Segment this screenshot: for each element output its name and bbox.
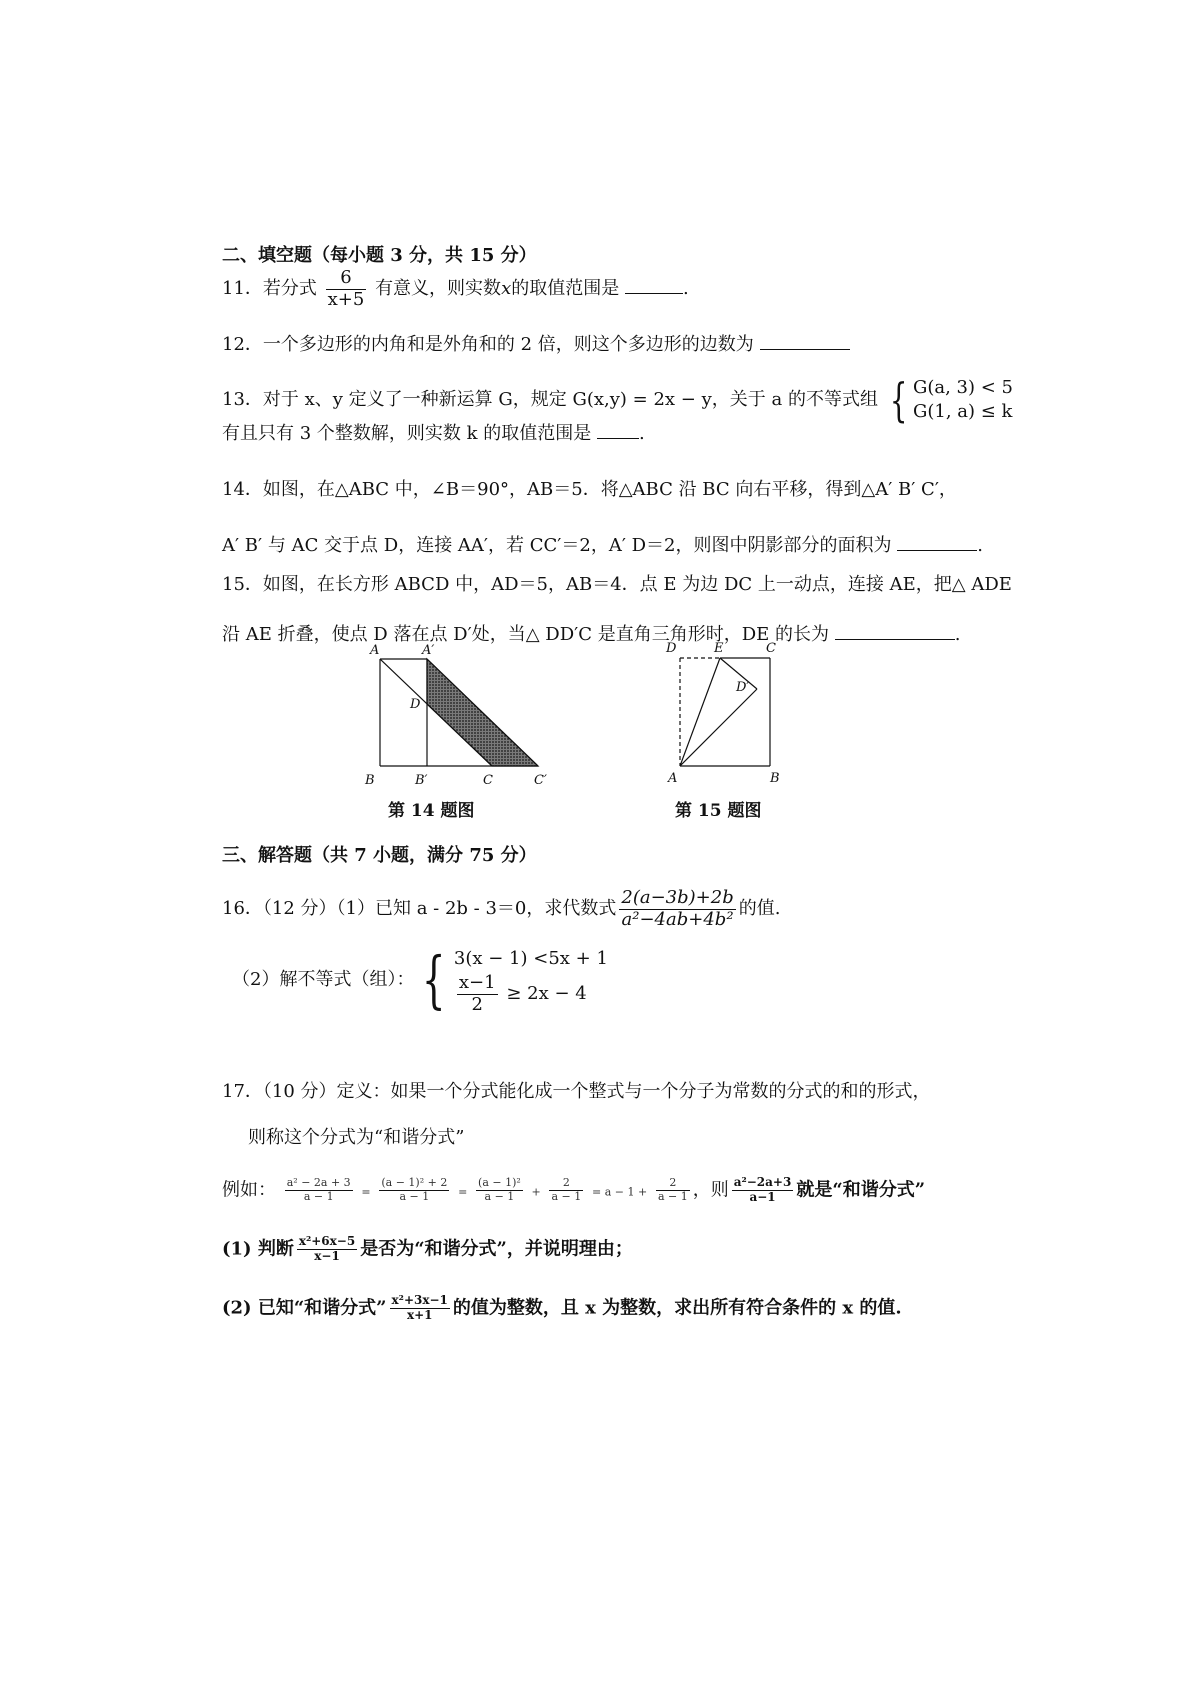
question-17-part-1 xyxy=(222,1235,633,1264)
q17-ex-suffix: 就是“和谐分式” xyxy=(796,1179,926,1201)
q17-ex-equals-2: = xyxy=(458,1185,468,1199)
figure-14-caption: 第 14 题图 xyxy=(388,801,475,821)
question-14-line-2 xyxy=(222,532,983,559)
question-13-continued xyxy=(222,420,645,447)
q17-ex-f6-den: a−1 xyxy=(749,1189,776,1204)
figure-15-caption: 第 15 题图 xyxy=(675,801,762,821)
q11-text-2: 的取值范围是 xyxy=(511,278,620,300)
q16-inequality-2-rhs: ≥ 2x − 4 xyxy=(506,983,587,1005)
q13-answer-blank[interactable] xyxy=(597,420,639,439)
question-14-line-1: 14．如图，在△ABC 中，∠B＝90°，AB＝5．将△ABC 沿 BC 向右平移，得到△A′ B′ C′， xyxy=(222,479,957,500)
fig15-label-C: C xyxy=(766,641,776,656)
q17-ex-f3-num: (a − 1)² xyxy=(478,1176,521,1190)
q12-text: 12．一个多边形的内角和是外角和的 2 倍，则这个多边形的边数为 xyxy=(222,334,754,355)
q17-p1-suffix: 是否为“和谐分式”，并说明理由； xyxy=(360,1238,633,1260)
q11-variable: x xyxy=(501,278,512,300)
q17-p2-suffix: 的值为整数，且 x 为整数，求出所有符合条件的 x 的值. xyxy=(452,1297,902,1319)
fig14-label-B1: B′ xyxy=(415,773,428,788)
question-17-part-2 xyxy=(222,1294,902,1323)
fig14-label-B: B xyxy=(365,773,375,788)
q15-line-2-text: 沿 AE 折叠，使点 D 落在点 D′处，当△ DD′C 是直角三角形时，DE 的长为 xyxy=(222,624,829,645)
fig15-label-E: E xyxy=(714,641,724,656)
q16-inequality-2-denominator: 2 xyxy=(471,993,483,1015)
q16-fraction xyxy=(619,888,735,930)
fig15-label-B: B xyxy=(770,771,780,786)
fig15-label-D: D xyxy=(666,641,677,656)
question-16-part-2 xyxy=(232,945,608,1015)
q17-ex-f1-den: a − 1 xyxy=(303,1189,334,1203)
question-12 xyxy=(222,331,850,358)
q17-ex-then: ，则 xyxy=(692,1179,729,1201)
q17-ex-f4-num: 2 xyxy=(549,1177,583,1191)
q11-numerator: 6 xyxy=(326,268,367,290)
fig14-label-A: A xyxy=(370,643,380,658)
question-17-line-1: 17．（10 分）定义：如果一个分式能化成一个整式与一个分子为常数的分式的和的形式， xyxy=(222,1081,931,1102)
q17-p2-prefix: (2) 已知“和谐分式” xyxy=(222,1297,387,1319)
question-15-line-2 xyxy=(222,621,960,648)
q17-ex-equals-1: = xyxy=(361,1185,371,1199)
q17-p1-prefix: (1) 判断 xyxy=(222,1238,294,1260)
q17-ex-f3-den: a − 1 xyxy=(484,1189,515,1203)
q14-end: . xyxy=(977,535,983,556)
q11-prefix: 11．若分式 xyxy=(222,278,317,300)
q17-example-fraction-1 xyxy=(285,1177,353,1203)
figure-15 xyxy=(660,636,800,790)
q16-inequality-1: 3(x − 1) <5x + 1 xyxy=(453,948,608,969)
q14-line-2-text: A′ B′ 与 AC 交于点 D，连接 AA′，若 CC′＝2，A′ D＝2，则图中阴影部分的面积为 xyxy=(222,535,892,556)
q12-answer-blank[interactable] xyxy=(760,331,850,350)
q17-example-fraction-4 xyxy=(549,1177,583,1203)
q16-inequality-2-numerator: x−1 xyxy=(458,972,496,993)
q13-inequality-system xyxy=(913,376,1013,424)
q16-suffix: 的值. xyxy=(738,898,781,920)
q13-brace: { xyxy=(889,373,908,427)
question-16-part-1 xyxy=(222,888,780,930)
q14-answer-blank[interactable] xyxy=(897,532,977,551)
q17-ex-f2-den: a − 1 xyxy=(399,1189,430,1203)
q17-example-fraction-2 xyxy=(379,1177,449,1203)
section-3-title: 三、解答题（共 7 小题，满分 75 分） xyxy=(222,845,537,866)
q13-line-1: 13．对于 x、y 定义了一种新运算 G，规定 G(x,y) = 2x − y，关于 a 的不等式组 xyxy=(222,389,878,410)
fig15-segment-AD1 xyxy=(680,689,757,766)
q17-ex-f5-den: a − 1 xyxy=(657,1189,688,1203)
q17-example-fraction-3 xyxy=(476,1177,523,1203)
q13-line-2: 有且只有 3 个整数解，则实数 k 的取值范围是 xyxy=(222,423,592,444)
fig14-label-C: C xyxy=(483,773,493,788)
fig14-label-D: D xyxy=(410,697,421,712)
q13-inequality-1: G(a, 3) < 5 xyxy=(912,377,1013,398)
q17-example-prefix: 例如： xyxy=(222,1179,276,1201)
q16-prefix: 16．（12 分）（1）已知 a - 2b - 3＝0，求代数式 xyxy=(222,898,617,920)
q17-ex-f4-den: a − 1 xyxy=(551,1189,582,1203)
question-17-line-2: 则称这个分式为“和谐分式” xyxy=(248,1127,465,1148)
q17-p1-den: x−1 xyxy=(314,1248,340,1263)
q16-inequality-system xyxy=(454,945,608,1015)
question-11 xyxy=(222,268,689,310)
fig14-label-A1: A′ xyxy=(422,643,435,658)
fig15-segment-AE xyxy=(680,658,720,766)
q17-ex-f6-num: a²−2a+3 xyxy=(733,1175,792,1189)
fig15-label-D1: D′ xyxy=(736,680,750,695)
q17-ex-middle: = a − 1 + xyxy=(592,1185,648,1199)
q16-inequality-2-fraction xyxy=(457,973,498,1015)
q17-ex-f1-num: a² − 2a + 3 xyxy=(286,1176,351,1190)
q16-brace: { xyxy=(422,943,447,1017)
q16-inequality-2 xyxy=(454,973,608,1015)
question-13 xyxy=(222,373,1013,427)
q17-p1-num: x²+6x−5 xyxy=(298,1234,356,1248)
q16-denominator: a²−4ab+4b² xyxy=(621,908,734,930)
q13-end: . xyxy=(638,423,645,444)
q17-ex-plus: + xyxy=(531,1185,541,1199)
q16-numerator: 2(a−3b)+2b xyxy=(621,887,734,908)
fig15-label-A: A xyxy=(668,771,678,786)
question-15-line-1: 15．如图，在长方形 ABCD 中，AD＝5，AB＝4．点 E 为边 DC 上一动点，连接 AE，把△ ADE xyxy=(222,574,1012,595)
question-17-example xyxy=(222,1176,925,1205)
q17-ex-f5-num: 2 xyxy=(656,1177,690,1191)
q17-p1-fraction xyxy=(297,1235,357,1264)
q17-p2-den: x+1 xyxy=(406,1307,433,1322)
q16-part-2-label: （2）解不等式（组）： xyxy=(232,969,415,991)
q11-denominator: x+5 xyxy=(327,288,365,310)
q17-p2-num: x²+3x−1 xyxy=(391,1293,448,1307)
q11-end: . xyxy=(682,278,689,300)
q11-fraction xyxy=(326,268,367,310)
q17-example-fraction-6 xyxy=(732,1176,794,1205)
q17-p2-fraction xyxy=(390,1294,450,1323)
q11-answer-blank[interactable] xyxy=(625,275,683,294)
q11-text: 有意义，则实数 xyxy=(375,278,502,300)
section-2-title: 二、填空题（每小题 3 分，共 15 分） xyxy=(222,245,537,266)
q17-ex-f2-num: (a − 1)² + 2 xyxy=(381,1176,448,1190)
q17-example-fraction-5 xyxy=(656,1177,690,1203)
q13-inequality-2: G(1, a) ≤ k xyxy=(912,401,1013,422)
q15-end: . xyxy=(954,624,961,645)
fig14-label-C1: C′ xyxy=(534,773,547,788)
figure-14 xyxy=(360,636,560,790)
q15-answer-blank[interactable] xyxy=(835,621,955,640)
